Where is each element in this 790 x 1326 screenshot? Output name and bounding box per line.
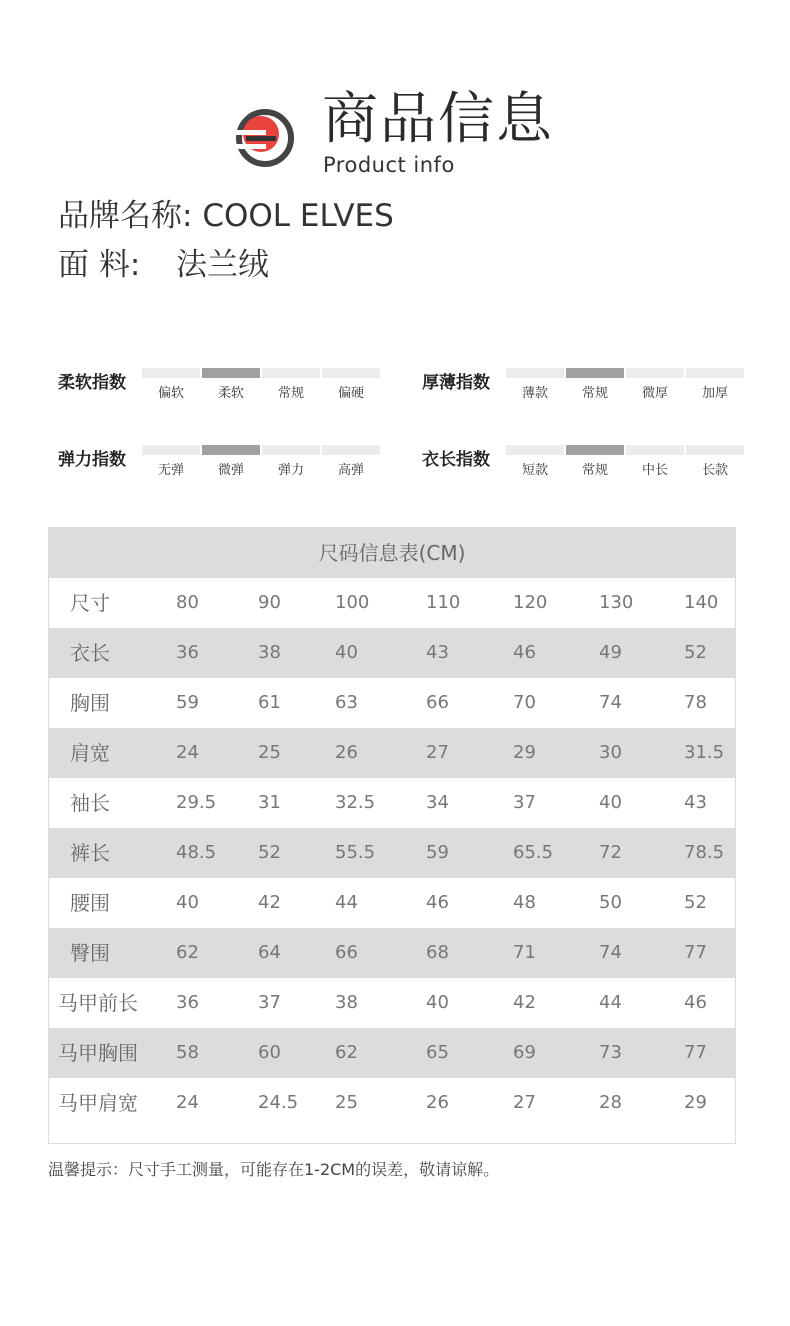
table-cell: 65 [426, 1042, 449, 1063]
table-cell: 90 [258, 592, 281, 613]
table-cell: 59 [426, 842, 449, 863]
table-cell: 60 [258, 1042, 281, 1063]
table-cell: 24 [176, 1092, 199, 1113]
table-row [49, 978, 735, 1028]
table-row [49, 728, 735, 778]
table-cell: 64 [258, 942, 281, 963]
table-cell: 27 [426, 742, 449, 763]
index-option [566, 445, 624, 478]
table-cell: 37 [258, 992, 281, 1013]
table-cell: 78.5 [684, 842, 725, 863]
row-label: 袖长 [70, 791, 110, 815]
page-title: 商品信息 [322, 87, 554, 152]
row-label: 臀围 [70, 941, 110, 965]
logo-icon [232, 104, 296, 168]
index-option [686, 368, 744, 401]
row-label: 裤长 [70, 841, 110, 865]
table-cell: 42 [513, 992, 536, 1013]
row-label: 肩宽 [70, 741, 110, 765]
index-option [202, 368, 260, 401]
index-option [322, 445, 380, 478]
table-cell: 29 [684, 1092, 707, 1113]
index-option-label: 弹力 [277, 463, 304, 478]
table-cell: 26 [426, 1092, 449, 1113]
index-option-label: 长款 [701, 463, 728, 478]
index-bar [202, 445, 260, 455]
table-cell: 78 [684, 692, 707, 713]
index-option-label: 短款 [521, 463, 548, 478]
index-option [262, 368, 320, 401]
index-bar [262, 368, 320, 378]
table-cell: 70 [513, 692, 536, 713]
index-option-label: 薄款 [521, 386, 548, 401]
table-cell: 65.5 [513, 842, 554, 863]
table-cell: 31 [258, 792, 281, 813]
table-cell: 42 [258, 892, 281, 913]
table-cell: 38 [335, 992, 358, 1013]
table-cell: 25 [258, 742, 281, 763]
index-title: 厚薄指数 [422, 373, 490, 393]
index-option-label: 加厚 [701, 386, 728, 401]
table-cell: 66 [335, 942, 358, 963]
table-cell: 34 [426, 792, 449, 813]
table-row [49, 1028, 735, 1078]
table-cell: 62 [176, 942, 199, 963]
table-cell: 48 [513, 892, 536, 913]
index-option [142, 368, 200, 401]
table-row [49, 828, 735, 878]
size-table-body [49, 578, 735, 1128]
index-bar [202, 368, 260, 378]
table-cell: 62 [335, 1042, 358, 1063]
index-option-label: 常规 [581, 386, 608, 401]
index-bar [566, 368, 624, 378]
row-label: 尺寸 [70, 591, 110, 615]
index-scale [506, 445, 746, 489]
brand-label: 品牌名称: [58, 198, 193, 234]
index-bar [686, 368, 744, 378]
table-cell: 36 [176, 992, 199, 1013]
index-option [686, 445, 744, 478]
table-cell: 77 [684, 1042, 707, 1063]
index-bar [506, 368, 564, 378]
table-cell: 46 [684, 992, 707, 1013]
table-cell: 25 [335, 1092, 358, 1113]
table-cell: 38 [258, 642, 281, 663]
table-cell: 43 [426, 642, 449, 663]
index-bar [626, 445, 684, 455]
table-row [49, 578, 735, 628]
table-row [49, 778, 735, 828]
table-cell: 26 [335, 742, 358, 763]
table-cell: 36 [176, 642, 199, 663]
table-cell: 74 [599, 692, 622, 713]
table-cell: 46 [513, 642, 536, 663]
table-cell: 50 [599, 892, 622, 913]
index-bar [142, 445, 200, 455]
table-cell: 80 [176, 592, 199, 613]
table-cell: 52 [258, 842, 281, 863]
index-option [566, 368, 624, 401]
table-cell: 68 [426, 942, 449, 963]
table-cell: 72 [599, 842, 622, 863]
index-option-label: 常规 [277, 386, 304, 401]
table-row [49, 1078, 735, 1128]
index-option-label: 偏软 [157, 386, 184, 401]
table-cell: 73 [599, 1042, 622, 1063]
table-cell: 37 [513, 792, 536, 813]
row-label: 马甲前长 [58, 991, 138, 1015]
table-cell: 59 [176, 692, 199, 713]
index-title: 柔软指数 [58, 373, 126, 393]
brand-row [58, 190, 394, 235]
table-cell: 30 [599, 742, 622, 763]
table-cell: 24 [176, 742, 199, 763]
index-bar [566, 445, 624, 455]
table-cell: 55.5 [335, 842, 376, 863]
fabric-label: 面 料: [58, 247, 141, 283]
table-row [49, 628, 735, 678]
index-option-label: 微弹 [217, 463, 244, 478]
index-option-label: 无弹 [157, 463, 184, 478]
table-cell: 63 [335, 692, 358, 713]
fabric-row [58, 239, 269, 284]
index-title: 衣长指数 [422, 450, 490, 470]
index-option [626, 445, 684, 478]
table-cell: 66 [426, 692, 449, 713]
table-cell: 48.5 [176, 842, 217, 863]
row-label: 胸围 [70, 691, 110, 715]
table-cell: 69 [513, 1042, 536, 1063]
table-cell: 31.5 [684, 742, 725, 763]
index-option [262, 445, 320, 478]
table-cell: 29.5 [176, 792, 217, 813]
index-option [506, 445, 564, 478]
table-cell: 28 [599, 1092, 622, 1113]
index-option-label: 微厚 [641, 386, 668, 401]
row-label: 衣长 [70, 641, 110, 665]
table-cell: 40 [335, 642, 358, 663]
index-bar [506, 445, 564, 455]
size-table-title: 尺码信息表(CM) [49, 528, 735, 578]
index-option [506, 368, 564, 401]
table-cell: 120 [513, 592, 548, 613]
brand-value: COOL ELVES [202, 198, 394, 234]
table-cell: 140 [684, 592, 719, 613]
measurement-note: 温馨提示：尺寸手工测量，可能存在1-2CM的误差，敬请谅解。 [48, 1160, 500, 1179]
table-cell: 46 [426, 892, 449, 913]
table-cell: 110 [426, 592, 461, 613]
index-option-label: 高弹 [337, 463, 364, 478]
index-option-label: 偏硬 [337, 386, 364, 401]
page-subtitle: Product info [323, 153, 455, 177]
table-cell: 32.5 [335, 792, 376, 813]
table-cell: 100 [335, 592, 370, 613]
table-cell: 24.5 [258, 1092, 299, 1113]
fabric-value: 法兰绒 [176, 247, 269, 283]
table-cell: 49 [599, 642, 622, 663]
table-cell: 71 [513, 942, 536, 963]
index-option [322, 368, 380, 401]
table-cell: 40 [426, 992, 449, 1013]
table-cell: 44 [599, 992, 622, 1013]
index-scale [142, 368, 382, 412]
table-row [49, 878, 735, 928]
table-row [49, 678, 735, 728]
index-title: 弹力指数 [58, 450, 126, 470]
index-scale [506, 368, 746, 412]
table-cell: 58 [176, 1042, 199, 1063]
size-table [48, 527, 736, 1144]
table-cell: 43 [684, 792, 707, 813]
index-option [142, 445, 200, 478]
table-cell: 77 [684, 942, 707, 963]
table-cell: 61 [258, 692, 281, 713]
index-option [202, 445, 260, 478]
index-bar [626, 368, 684, 378]
table-cell: 52 [684, 642, 707, 663]
table-cell: 27 [513, 1092, 536, 1113]
index-bar [322, 368, 380, 378]
index-bar [686, 445, 744, 455]
table-cell: 52 [684, 892, 707, 913]
index-option [626, 368, 684, 401]
table-cell: 44 [335, 892, 358, 913]
index-bar [142, 368, 200, 378]
table-row [49, 928, 735, 978]
index-bar [262, 445, 320, 455]
table-cell: 40 [599, 792, 622, 813]
index-bar [322, 445, 380, 455]
table-cell: 74 [599, 942, 622, 963]
table-cell: 29 [513, 742, 536, 763]
index-scale [142, 445, 382, 489]
index-option-label: 常规 [581, 463, 608, 478]
table-cell: 40 [176, 892, 199, 913]
row-label: 马甲胸围 [58, 1041, 138, 1065]
table-cell: 130 [599, 592, 634, 613]
row-label: 马甲肩宽 [58, 1091, 138, 1115]
index-option-label: 柔软 [217, 386, 244, 401]
row-label: 腰围 [70, 891, 110, 915]
index-option-label: 中长 [641, 463, 668, 478]
